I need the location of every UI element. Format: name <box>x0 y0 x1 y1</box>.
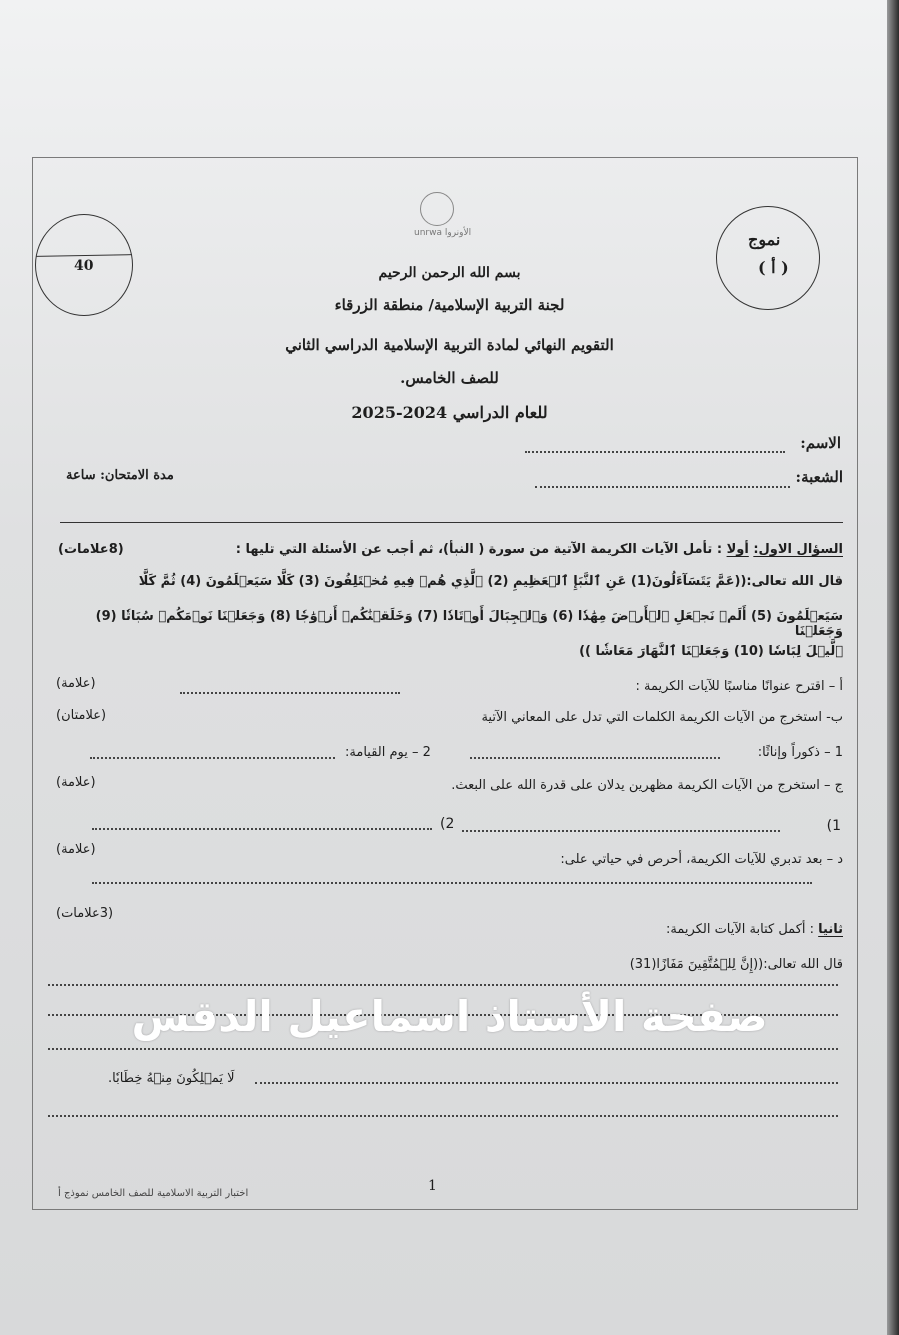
committee: لجنة التربية الإسلامية/ منطقة الزرقاء <box>334 296 565 314</box>
q1-b: ب- استخرج من الآيات الكريمة الكلمات التي تدل على المعاني الآتية <box>481 710 843 725</box>
section-field[interactable] <box>535 486 790 488</box>
exam-title: التقويم النهائي لمادة التربية الإسلامية الدراسي الثاني <box>285 336 614 354</box>
q1-instruction: : تأمل الآيات الكريمة الآتية من سورة ( النبأ)، ثم أجب عن الأسئلة التي تليها : <box>235 542 723 557</box>
page-number: 1 <box>428 1178 437 1194</box>
q2-heading <box>666 922 843 937</box>
section-label: الشعبة: <box>795 468 843 486</box>
divider <box>60 522 843 523</box>
q1-c-marks: (علامة) <box>56 775 96 790</box>
q2-instruction: : أكمل كتابة الآيات الكريمة: <box>666 922 815 937</box>
q1-c1-answer[interactable] <box>462 830 780 832</box>
q1-c1: 1) <box>826 818 841 834</box>
q1-a-marks: (علامة) <box>56 676 96 691</box>
q1-c2: 2) <box>440 816 455 832</box>
q2-answer-line[interactable] <box>255 1082 838 1084</box>
name-label: الاسم: <box>800 434 841 452</box>
footer-caption: اختبار التربية الاسلامية للصف الخامس نموذج أ <box>58 1188 249 1199</box>
q1-c: ج – استخرج من الآيات الكريمة مظهرين يدلان على قدرة الله على البعث. <box>451 778 843 793</box>
q1-heading <box>140 542 843 557</box>
q2-marks: (3علامات) <box>56 906 114 921</box>
q2-part: ثانيا <box>818 922 843 937</box>
q1-b-marks: (علامتان) <box>56 708 107 723</box>
basmala: بسم الله الرحمن الرحيم <box>378 265 521 281</box>
q2-verse-end: لَا يَمۡلِكُونَ مِنۡهُ خِطَابٗا. <box>108 1071 235 1086</box>
verse-line: سَيَعۡلَمُونَ (5) أَلَمۡ نَجۡعَلِ ٱلۡأَرۡضَ مِهَٰدٗا (6) وَٱلۡجِبَالَ أَوۡتَادٗا (7) وَخَلَقۡنَٰكُمۡ أَزۡوَٰجٗا (8) وَجَعَلۡنَا نَوۡمَكُمۡ سُبَاتٗا (9) وَجَعَلۡنَا <box>95 609 843 639</box>
q1-a: أ – اقترح عنوانًا مناسبًا للآيات الكريمة : <box>635 679 843 694</box>
q1-d-marks: (علامة) <box>56 842 96 857</box>
verse-line: قال الله تعالى:((عَمَّ يَتَسَآءَلُونَ(1) عَنِ ٱلنَّبَإِ ٱلۡعَظِيمِ (2) ٱلَّذِي هُمۡ فِيهِ مُخۡتَلِفُونَ (3) كَلَّا سَيَعۡلَمُونَ (4) ثُمَّ كَلَّا <box>138 574 843 589</box>
q2-answer-line[interactable] <box>48 984 838 986</box>
academic-year: للعام الدراسي 2024-2025 <box>351 403 548 422</box>
q2-answer-line[interactable] <box>48 1115 838 1117</box>
watermark: صفحة الأستاذ اسماعيل الدقس <box>131 992 768 1041</box>
unrwa-logo-text: unrwa الأونروا <box>414 228 472 238</box>
q1-b2-answer[interactable] <box>90 757 335 759</box>
model-value: ( أ ) <box>758 258 789 277</box>
unrwa-logo-icon <box>420 192 454 226</box>
q1-b2: 2 – يوم القيامة: <box>345 745 431 760</box>
verse-line: ٱلَّيۡلَ لِبَاسٗا (10) وَجَعَلۡنَا ٱلنَّهَارَ مَعَاشٗا )) <box>579 644 843 659</box>
binder-edge <box>887 0 899 1335</box>
q2-answer-line[interactable] <box>48 1048 838 1050</box>
grade: للصف الخامس. <box>400 369 499 387</box>
q1-d-answer[interactable] <box>92 882 812 884</box>
q1-d: د – بعد تدبري للآيات الكريمة، أحرص في حياتي على: <box>560 852 843 867</box>
q1-b1-answer[interactable] <box>470 757 720 759</box>
exam-duration: مدة الامتحان: ساعة <box>66 468 174 483</box>
q2-verse-start: قال الله تعالى:((إِنَّ لِلۡمُتَّقِينَ مَفَازًا(31) <box>629 957 843 972</box>
score-total: 40 <box>74 258 94 274</box>
q1-c2-answer[interactable] <box>92 828 432 830</box>
name-field[interactable] <box>525 451 785 453</box>
q1-b1: 1 – ذكوراً وإناثًا: <box>757 745 843 760</box>
q1-title: السؤال الاول: <box>753 542 843 557</box>
q1-part: أولا <box>726 542 749 557</box>
model-label: نموج <box>748 230 781 249</box>
q1-marks: (8علامات) <box>58 542 124 557</box>
q1-a-answer[interactable] <box>180 692 400 694</box>
